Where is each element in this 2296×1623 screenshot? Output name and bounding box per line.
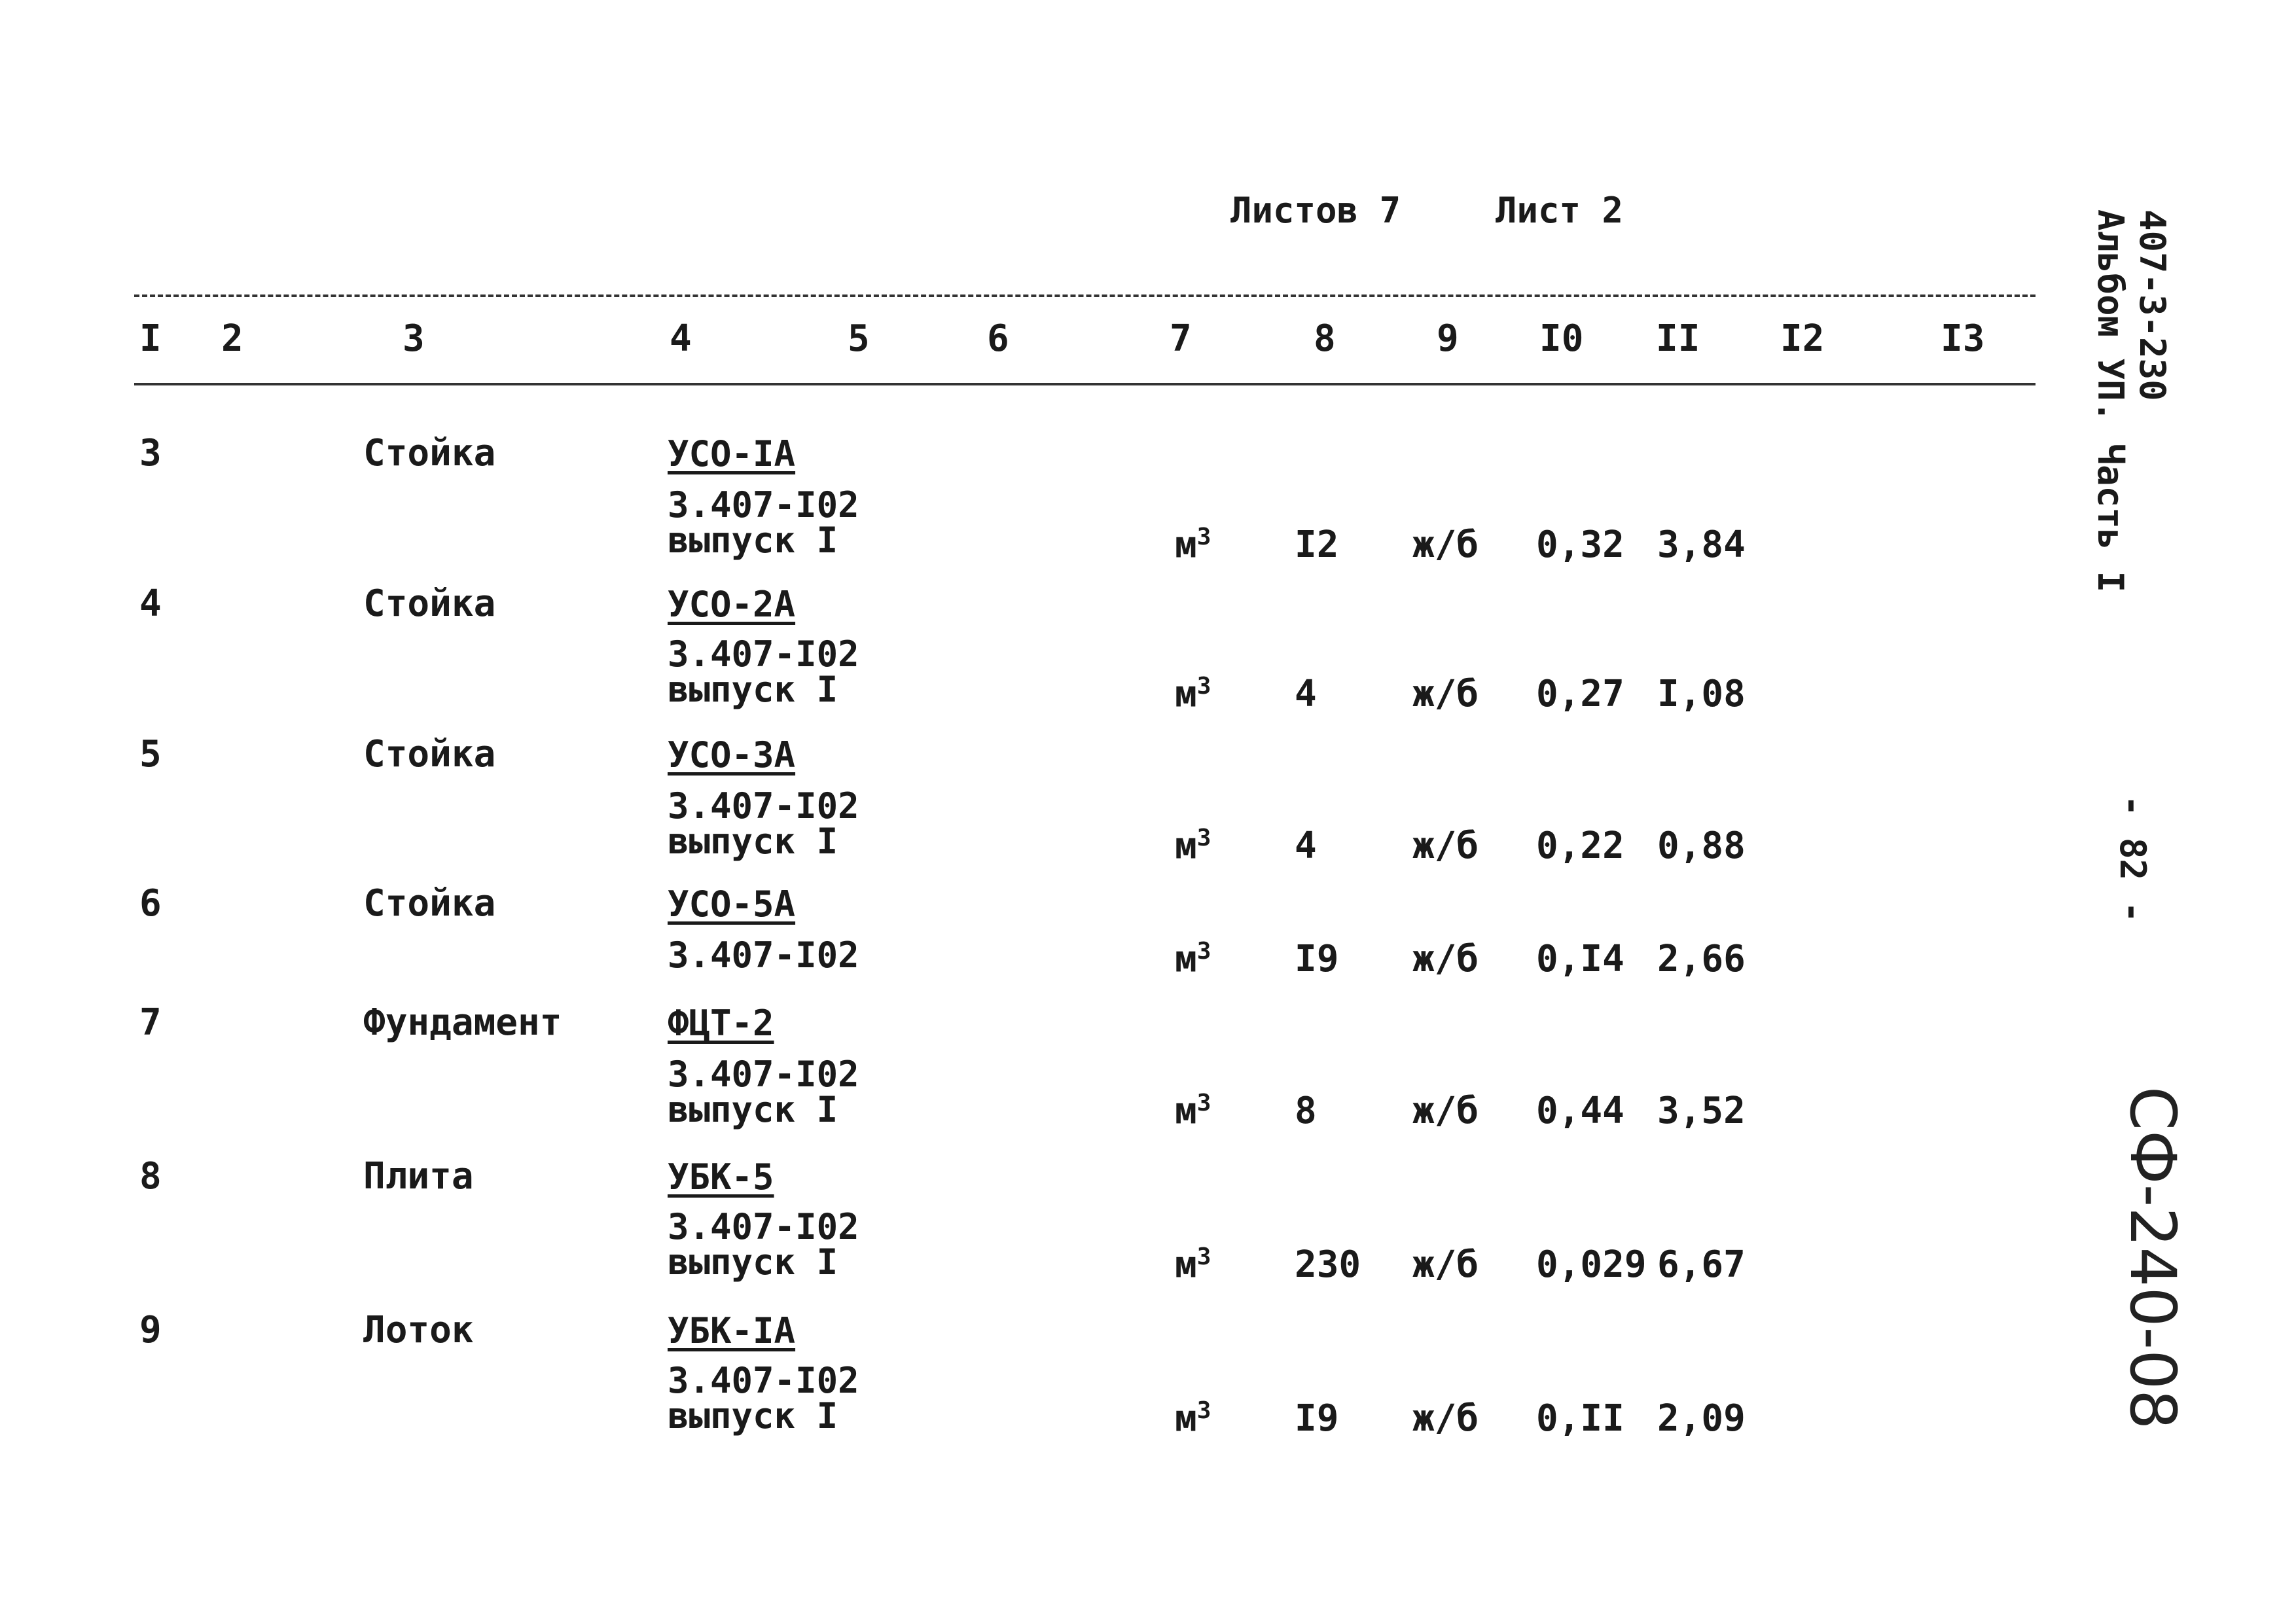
row-code: УСО-IA	[668, 433, 796, 474]
row-issue: выпуск I	[668, 669, 838, 710]
row-unit: $м^3$	[1175, 1397, 1211, 1440]
column-number: 5	[848, 317, 870, 360]
row-material: ж/б	[1412, 673, 1479, 715]
column-number: 2	[221, 317, 243, 360]
column-number: 9	[1437, 317, 1459, 360]
column-number: 6	[987, 317, 1009, 360]
handwritten-note: СФ-240-08	[2116, 1086, 2189, 1430]
row-total-volume: 2,66	[1657, 938, 1746, 980]
row-reference: 3.407-I02	[668, 1206, 859, 1247]
row-unit: $м^3$	[1175, 825, 1211, 868]
row-issue: выпуск I	[668, 1395, 838, 1436]
row-reference: 3.407-I02	[668, 1360, 859, 1401]
row-unit-volume: 0,27	[1536, 673, 1624, 715]
row-reference: 3.407-I02	[668, 785, 859, 827]
row-issue: выпуск I	[668, 520, 838, 561]
column-number: II	[1656, 317, 1700, 360]
sheets-total: Листов 7	[1230, 190, 1401, 231]
row-number: 9	[139, 1309, 162, 1351]
row-name: Стойка	[363, 882, 496, 925]
page-number: - 82 -	[2112, 795, 2153, 923]
column-number: 7	[1170, 317, 1192, 360]
row-code: УБК-IA	[668, 1310, 796, 1351]
row-material: ж/б	[1412, 825, 1479, 867]
row-reference: 3.407-I02	[668, 633, 859, 675]
row-number: 8	[139, 1155, 162, 1198]
row-code: УСО-2А	[668, 584, 796, 625]
header-bottom-rule	[134, 383, 2036, 385]
column-number: 3	[403, 317, 425, 360]
row-unit: $м^3$	[1175, 524, 1211, 567]
column-number: 4	[670, 317, 692, 360]
row-total-volume: 2,09	[1657, 1397, 1746, 1440]
album-code: 407-3-230	[2132, 209, 2173, 401]
header-top-rule	[134, 294, 2036, 297]
row-material: ж/б	[1412, 938, 1479, 980]
row-unit: $м^3$	[1175, 1243, 1211, 1287]
row-total-volume: 3,84	[1657, 524, 1746, 566]
row-number: 3	[139, 432, 162, 474]
row-unit: $м^3$	[1175, 938, 1211, 981]
row-reference: 3.407-I02	[668, 935, 859, 976]
column-number: I	[139, 317, 162, 360]
row-material: ж/б	[1412, 1243, 1479, 1286]
row-material: ж/б	[1412, 1090, 1479, 1132]
row-material: ж/б	[1412, 1397, 1479, 1440]
row-name: Фундамент	[363, 1001, 562, 1044]
row-total-volume: I,08	[1657, 673, 1746, 715]
sheet-number: Лист 2	[1496, 190, 1624, 231]
row-issue: выпуск I	[668, 821, 838, 862]
row-quantity: 8	[1295, 1090, 1317, 1132]
row-issue: выпуск I	[668, 1241, 838, 1283]
row-name: Стойка	[363, 733, 496, 776]
row-code: УСО-3А	[668, 734, 796, 776]
row-number: 6	[139, 882, 162, 925]
row-unit-volume: 0,32	[1536, 524, 1624, 566]
column-number: 8	[1314, 317, 1336, 360]
row-number: 7	[139, 1001, 162, 1044]
row-unit-volume: 0,22	[1536, 825, 1624, 867]
row-quantity: 4	[1295, 673, 1317, 715]
row-code: ФЦТ-2	[668, 1003, 774, 1044]
row-unit: $м^3$	[1175, 673, 1211, 716]
row-quantity: I2	[1295, 524, 1339, 566]
row-name: Плита	[363, 1155, 474, 1198]
row-reference: 3.407-I02	[668, 484, 859, 526]
album-part: Альбом УП. Часть I	[2090, 209, 2131, 593]
row-total-volume: 6,67	[1657, 1243, 1746, 1286]
row-total-volume: 3,52	[1657, 1090, 1746, 1132]
row-name: Лоток	[363, 1309, 474, 1351]
row-unit-volume: 0,44	[1536, 1090, 1624, 1132]
column-number: I2	[1780, 317, 1825, 360]
row-unit: $м^3$	[1175, 1090, 1211, 1133]
row-reference: 3.407-I02	[668, 1054, 859, 1095]
row-code: УБК-5	[668, 1156, 774, 1198]
row-material: ж/б	[1412, 524, 1479, 566]
row-quantity: 4	[1295, 825, 1317, 867]
row-quantity: I9	[1295, 1397, 1339, 1440]
row-number: 4	[139, 582, 162, 625]
row-quantity: 230	[1295, 1243, 1361, 1286]
row-issue: выпуск I	[668, 1089, 838, 1130]
column-number: I3	[1941, 317, 1985, 360]
column-number: I0	[1539, 317, 1584, 360]
row-quantity: I9	[1295, 938, 1339, 980]
row-number: 5	[139, 733, 162, 776]
row-unit-volume: 0,I4	[1536, 938, 1624, 980]
row-unit-volume: 0,II	[1536, 1397, 1624, 1440]
row-unit-volume: 0,029	[1536, 1243, 1647, 1286]
row-name: Стойка	[363, 432, 496, 474]
row-total-volume: 0,88	[1657, 825, 1746, 867]
row-name: Стойка	[363, 582, 496, 625]
row-code: УСО-5А	[668, 883, 796, 925]
